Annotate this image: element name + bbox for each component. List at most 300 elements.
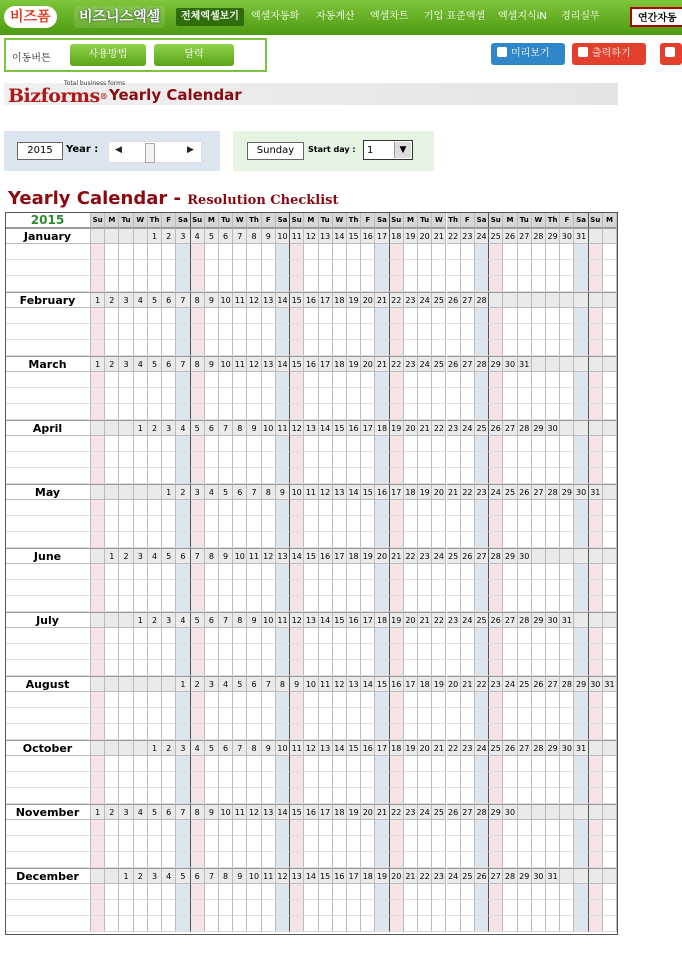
checklist-cell[interactable] <box>319 692 333 708</box>
checklist-cell[interactable] <box>176 852 190 868</box>
checklist-cell[interactable] <box>418 916 432 932</box>
checklist-cell[interactable] <box>390 852 404 868</box>
day-cell[interactable]: 9 <box>247 612 261 628</box>
checklist-cell[interactable] <box>489 500 503 516</box>
checklist-cell[interactable] <box>589 468 603 484</box>
checklist-cell[interactable] <box>489 900 503 916</box>
checklist-cell[interactable] <box>290 564 304 580</box>
checklist-cell[interactable] <box>432 724 446 740</box>
checklist-cell[interactable] <box>447 500 461 516</box>
checklist-cell[interactable] <box>447 628 461 644</box>
checklist-cell[interactable] <box>560 244 574 260</box>
checklist-cell[interactable] <box>503 644 517 660</box>
checklist-cell[interactable] <box>276 916 290 932</box>
checklist-cell[interactable] <box>105 756 119 772</box>
checklist-cell[interactable] <box>247 388 261 404</box>
checklist-cell[interactable] <box>418 260 432 276</box>
checklist-cell[interactable] <box>375 324 389 340</box>
checklist-cell[interactable] <box>319 724 333 740</box>
day-cell[interactable]: 3 <box>162 420 176 436</box>
checklist-cell[interactable] <box>461 308 475 324</box>
checklist-cell[interactable] <box>162 516 176 532</box>
checklist-cell[interactable] <box>475 580 489 596</box>
checklist-cell[interactable] <box>262 772 276 788</box>
day-cell[interactable]: 6 <box>162 292 176 308</box>
checklist-cell[interactable] <box>105 260 119 276</box>
day-cell[interactable]: 15 <box>319 868 333 884</box>
checklist-cell[interactable] <box>461 900 475 916</box>
checklist-cell[interactable] <box>276 308 290 324</box>
checklist-cell[interactable] <box>262 564 276 580</box>
checklist-cell[interactable] <box>361 564 375 580</box>
day-cell[interactable] <box>603 612 617 628</box>
day-cell[interactable]: 17 <box>347 868 361 884</box>
day-cell[interactable]: 25 <box>475 420 489 436</box>
checklist-cell[interactable] <box>589 372 603 388</box>
checklist-cell[interactable] <box>375 388 389 404</box>
checklist-cell[interactable] <box>205 580 219 596</box>
checklist-cell[interactable] <box>134 660 148 676</box>
day-cell[interactable]: 20 <box>361 292 375 308</box>
day-cell[interactable] <box>603 292 617 308</box>
day-cell[interactable]: 10 <box>219 356 233 372</box>
checklist-cell[interactable] <box>247 260 261 276</box>
day-cell[interactable]: 16 <box>304 804 318 820</box>
checklist-cell[interactable] <box>119 452 133 468</box>
checklist-cell[interactable] <box>546 820 560 836</box>
checklist-label-cell[interactable] <box>5 852 91 868</box>
checklist-cell[interactable] <box>191 724 205 740</box>
checklist-cell[interactable] <box>361 852 375 868</box>
day-cell[interactable]: 19 <box>390 420 404 436</box>
day-cell[interactable]: 26 <box>461 548 475 564</box>
checklist-cell[interactable] <box>518 340 532 356</box>
day-cell[interactable]: 30 <box>532 868 546 884</box>
checklist-cell[interactable] <box>603 260 617 276</box>
checklist-cell[interactable] <box>134 324 148 340</box>
day-cell[interactable]: 14 <box>319 612 333 628</box>
checklist-cell[interactable] <box>489 404 503 420</box>
checklist-cell[interactable] <box>375 788 389 804</box>
checklist-cell[interactable] <box>503 340 517 356</box>
day-cell[interactable]: 16 <box>333 868 347 884</box>
checklist-cell[interactable] <box>560 660 574 676</box>
checklist-cell[interactable] <box>304 900 318 916</box>
checklist-cell[interactable] <box>333 724 347 740</box>
day-cell[interactable]: 9 <box>219 548 233 564</box>
checklist-cell[interactable] <box>447 916 461 932</box>
checklist-cell[interactable] <box>560 452 574 468</box>
checklist-cell[interactable] <box>418 532 432 548</box>
checklist-cell[interactable] <box>560 708 574 724</box>
checklist-cell[interactable] <box>574 244 588 260</box>
checklist-cell[interactable] <box>91 308 105 324</box>
checklist-cell[interactable] <box>461 660 475 676</box>
checklist-cell[interactable] <box>589 516 603 532</box>
checklist-cell[interactable] <box>134 340 148 356</box>
nav-excel-automation[interactable]: 엑셀자동화 <box>251 11 300 22</box>
checklist-cell[interactable] <box>603 500 617 516</box>
checklist-cell[interactable] <box>304 644 318 660</box>
checklist-cell[interactable] <box>361 308 375 324</box>
checklist-cell[interactable] <box>574 820 588 836</box>
day-cell[interactable]: 4 <box>219 676 233 692</box>
checklist-cell[interactable] <box>447 836 461 852</box>
checklist-cell[interactable] <box>134 308 148 324</box>
checklist-cell[interactable] <box>119 260 133 276</box>
checklist-cell[interactable] <box>119 468 133 484</box>
checklist-cell[interactable] <box>503 756 517 772</box>
checklist-cell[interactable] <box>276 372 290 388</box>
checklist-cell[interactable] <box>233 660 247 676</box>
checklist-cell[interactable] <box>219 580 233 596</box>
checklist-cell[interactable] <box>91 340 105 356</box>
day-cell[interactable] <box>105 420 119 436</box>
checklist-cell[interactable] <box>262 788 276 804</box>
day-cell[interactable] <box>560 356 574 372</box>
checklist-cell[interactable] <box>489 260 503 276</box>
checklist-cell[interactable] <box>219 628 233 644</box>
checklist-cell[interactable] <box>347 532 361 548</box>
checklist-cell[interactable] <box>347 516 361 532</box>
checklist-cell[interactable] <box>205 260 219 276</box>
checklist-cell[interactable] <box>262 244 276 260</box>
checklist-cell[interactable] <box>546 452 560 468</box>
checklist-cell[interactable] <box>148 884 162 900</box>
day-cell[interactable]: 28 <box>532 228 546 244</box>
checklist-cell[interactable] <box>304 788 318 804</box>
checklist-cell[interactable] <box>532 404 546 420</box>
checklist-cell[interactable] <box>589 788 603 804</box>
checklist-cell[interactable] <box>233 404 247 420</box>
checklist-cell[interactable] <box>247 340 261 356</box>
checklist-cell[interactable] <box>333 324 347 340</box>
checklist-cell[interactable] <box>432 404 446 420</box>
checklist-cell[interactable] <box>91 788 105 804</box>
checklist-cell[interactable] <box>503 820 517 836</box>
checklist-cell[interactable] <box>290 644 304 660</box>
day-cell[interactable]: 22 <box>461 484 475 500</box>
nav-all-excel[interactable]: 전체엑셀보기 <box>176 8 244 26</box>
checklist-cell[interactable] <box>162 276 176 292</box>
day-cell[interactable]: 16 <box>390 676 404 692</box>
checklist-cell[interactable] <box>418 244 432 260</box>
checklist-cell[interactable] <box>404 884 418 900</box>
checklist-cell[interactable] <box>304 852 318 868</box>
checklist-cell[interactable] <box>262 532 276 548</box>
checklist-cell[interactable] <box>91 500 105 516</box>
checklist-cell[interactable] <box>475 628 489 644</box>
day-cell[interactable]: 5 <box>148 292 162 308</box>
checklist-cell[interactable] <box>518 436 532 452</box>
checklist-cell[interactable] <box>347 836 361 852</box>
day-cell[interactable]: 1 <box>119 868 133 884</box>
checklist-cell[interactable] <box>489 516 503 532</box>
checklist-cell[interactable] <box>119 660 133 676</box>
day-cell[interactable]: 26 <box>447 804 461 820</box>
checklist-cell[interactable] <box>503 836 517 852</box>
checklist-cell[interactable] <box>276 788 290 804</box>
chevron-down-icon[interactable]: ▼ <box>394 142 411 158</box>
checklist-cell[interactable] <box>447 276 461 292</box>
checklist-cell[interactable] <box>247 724 261 740</box>
checklist-cell[interactable] <box>119 772 133 788</box>
checklist-cell[interactable] <box>148 660 162 676</box>
checklist-cell[interactable] <box>304 660 318 676</box>
checklist-cell[interactable] <box>589 452 603 468</box>
checklist-cell[interactable] <box>176 260 190 276</box>
day-cell[interactable]: 19 <box>347 356 361 372</box>
checklist-cell[interactable] <box>105 276 119 292</box>
checklist-cell[interactable] <box>219 836 233 852</box>
checklist-cell[interactable] <box>503 564 517 580</box>
day-cell[interactable]: 29 <box>489 356 503 372</box>
checklist-cell[interactable] <box>262 500 276 516</box>
checklist-label-cell[interactable] <box>5 628 91 644</box>
checklist-cell[interactable] <box>304 756 318 772</box>
day-cell[interactable]: 16 <box>319 548 333 564</box>
checklist-cell[interactable] <box>418 724 432 740</box>
checklist-cell[interactable] <box>603 516 617 532</box>
day-cell[interactable]: 21 <box>418 420 432 436</box>
day-cell[interactable] <box>546 548 560 564</box>
checklist-cell[interactable] <box>176 836 190 852</box>
checklist-cell[interactable] <box>219 884 233 900</box>
day-cell[interactable]: 4 <box>148 548 162 564</box>
checklist-cell[interactable] <box>276 756 290 772</box>
checklist-cell[interactable] <box>276 532 290 548</box>
checklist-cell[interactable] <box>290 500 304 516</box>
checklist-cell[interactable] <box>162 788 176 804</box>
day-cell[interactable]: 23 <box>475 484 489 500</box>
checklist-cell[interactable] <box>176 596 190 612</box>
checklist-cell[interactable] <box>560 596 574 612</box>
checklist-cell[interactable] <box>418 324 432 340</box>
checklist-cell[interactable] <box>447 852 461 868</box>
checklist-cell[interactable] <box>262 452 276 468</box>
checklist-cell[interactable] <box>347 580 361 596</box>
checklist-cell[interactable] <box>176 820 190 836</box>
checklist-cell[interactable] <box>162 372 176 388</box>
checklist-cell[interactable] <box>205 564 219 580</box>
checklist-cell[interactable] <box>404 436 418 452</box>
day-cell[interactable]: 23 <box>461 740 475 756</box>
checklist-cell[interactable] <box>404 324 418 340</box>
checklist-cell[interactable] <box>91 724 105 740</box>
checklist-cell[interactable] <box>489 836 503 852</box>
checklist-cell[interactable] <box>361 628 375 644</box>
day-cell[interactable]: 22 <box>418 868 432 884</box>
checklist-cell[interactable] <box>375 452 389 468</box>
day-cell[interactable] <box>574 868 588 884</box>
day-cell[interactable] <box>589 420 603 436</box>
day-cell[interactable] <box>603 228 617 244</box>
checklist-cell[interactable] <box>390 516 404 532</box>
checklist-cell[interactable] <box>475 916 489 932</box>
checklist-cell[interactable] <box>404 692 418 708</box>
checklist-cell[interactable] <box>247 820 261 836</box>
checklist-cell[interactable] <box>603 852 617 868</box>
checklist-cell[interactable] <box>546 900 560 916</box>
checklist-cell[interactable] <box>105 644 119 660</box>
checklist-cell[interactable] <box>319 916 333 932</box>
day-cell[interactable]: 1 <box>148 740 162 756</box>
checklist-cell[interactable] <box>290 692 304 708</box>
checklist-cell[interactable] <box>461 772 475 788</box>
day-cell[interactable]: 27 <box>503 420 517 436</box>
checklist-cell[interactable] <box>432 916 446 932</box>
day-cell[interactable]: 23 <box>432 868 446 884</box>
checklist-cell[interactable] <box>262 660 276 676</box>
day-cell[interactable]: 7 <box>176 292 190 308</box>
checklist-cell[interactable] <box>105 596 119 612</box>
checklist-cell[interactable] <box>390 372 404 388</box>
checklist-cell[interactable] <box>162 564 176 580</box>
day-cell[interactable]: 6 <box>191 868 205 884</box>
checklist-cell[interactable] <box>503 660 517 676</box>
checklist-cell[interactable] <box>148 628 162 644</box>
checklist-cell[interactable] <box>276 628 290 644</box>
day-cell[interactable]: 23 <box>404 356 418 372</box>
checklist-cell[interactable] <box>546 436 560 452</box>
checklist-cell[interactable] <box>119 916 133 932</box>
day-cell[interactable]: 18 <box>418 676 432 692</box>
nav-standard-excel[interactable]: 기업 표준엑셀 <box>424 11 486 22</box>
checklist-cell[interactable] <box>447 692 461 708</box>
checklist-cell[interactable] <box>262 836 276 852</box>
checklist-cell[interactable] <box>290 852 304 868</box>
checklist-cell[interactable] <box>205 468 219 484</box>
checklist-cell[interactable] <box>105 660 119 676</box>
day-cell[interactable]: 29 <box>546 228 560 244</box>
day-cell[interactable]: 11 <box>276 612 290 628</box>
checklist-cell[interactable] <box>361 660 375 676</box>
checklist-cell[interactable] <box>574 596 588 612</box>
checklist-cell[interactable] <box>603 580 617 596</box>
checklist-cell[interactable] <box>390 452 404 468</box>
checklist-cell[interactable] <box>432 660 446 676</box>
day-cell[interactable]: 19 <box>375 868 389 884</box>
checklist-cell[interactable] <box>162 724 176 740</box>
checklist-cell[interactable] <box>546 708 560 724</box>
checklist-cell[interactable] <box>489 436 503 452</box>
checklist-cell[interactable] <box>390 404 404 420</box>
checklist-cell[interactable] <box>546 916 560 932</box>
checklist-label-cell[interactable] <box>5 900 91 916</box>
checklist-cell[interactable] <box>574 772 588 788</box>
checklist-cell[interactable] <box>574 756 588 772</box>
checklist-cell[interactable] <box>134 596 148 612</box>
checklist-cell[interactable] <box>176 468 190 484</box>
checklist-cell[interactable] <box>447 644 461 660</box>
checklist-cell[interactable] <box>475 596 489 612</box>
checklist-label-cell[interactable] <box>5 692 91 708</box>
checklist-cell[interactable] <box>475 772 489 788</box>
checklist-cell[interactable] <box>432 836 446 852</box>
checklist-cell[interactable] <box>475 644 489 660</box>
checklist-cell[interactable] <box>219 308 233 324</box>
checklist-cell[interactable] <box>475 884 489 900</box>
day-cell[interactable]: 11 <box>304 484 318 500</box>
day-cell[interactable]: 29 <box>574 676 588 692</box>
checklist-cell[interactable] <box>233 708 247 724</box>
day-cell[interactable]: 9 <box>262 740 276 756</box>
day-cell[interactable] <box>574 612 588 628</box>
checklist-cell[interactable] <box>319 372 333 388</box>
checklist-cell[interactable] <box>461 580 475 596</box>
day-cell[interactable]: 2 <box>162 740 176 756</box>
day-cell[interactable]: 18 <box>404 484 418 500</box>
checklist-cell[interactable] <box>447 772 461 788</box>
day-cell[interactable]: 3 <box>205 676 219 692</box>
checklist-cell[interactable] <box>390 756 404 772</box>
checklist-cell[interactable] <box>347 564 361 580</box>
day-cell[interactable] <box>105 612 119 628</box>
day-cell[interactable]: 18 <box>390 228 404 244</box>
checklist-cell[interactable] <box>191 772 205 788</box>
checklist-cell[interactable] <box>574 436 588 452</box>
checklist-cell[interactable] <box>148 276 162 292</box>
day-cell[interactable]: 19 <box>361 548 375 564</box>
checklist-cell[interactable] <box>503 788 517 804</box>
checklist-cell[interactable] <box>233 372 247 388</box>
checklist-cell[interactable] <box>489 564 503 580</box>
checklist-cell[interactable] <box>347 260 361 276</box>
checklist-label-cell[interactable] <box>5 708 91 724</box>
checklist-cell[interactable] <box>247 308 261 324</box>
checklist-cell[interactable] <box>418 884 432 900</box>
checklist-cell[interactable] <box>162 580 176 596</box>
checklist-cell[interactable] <box>162 468 176 484</box>
day-cell[interactable]: 23 <box>447 612 461 628</box>
checklist-cell[interactable] <box>304 836 318 852</box>
day-cell[interactable]: 1 <box>134 612 148 628</box>
checklist-cell[interactable] <box>247 788 261 804</box>
checklist-cell[interactable] <box>162 900 176 916</box>
checklist-cell[interactable] <box>233 884 247 900</box>
checklist-cell[interactable] <box>347 308 361 324</box>
checklist-cell[interactable] <box>162 532 176 548</box>
checklist-cell[interactable] <box>105 820 119 836</box>
checklist-cell[interactable] <box>319 772 333 788</box>
checklist-cell[interactable] <box>418 388 432 404</box>
checklist-cell[interactable] <box>574 468 588 484</box>
checklist-cell[interactable] <box>475 852 489 868</box>
checklist-cell[interactable] <box>219 788 233 804</box>
day-cell[interactable]: 31 <box>518 356 532 372</box>
day-cell[interactable] <box>603 356 617 372</box>
checklist-cell[interactable] <box>105 372 119 388</box>
day-cell[interactable]: 15 <box>333 612 347 628</box>
scroll-thumb[interactable] <box>145 143 155 163</box>
day-cell[interactable]: 20 <box>390 868 404 884</box>
day-cell[interactable] <box>105 740 119 756</box>
checklist-cell[interactable] <box>390 500 404 516</box>
checklist-cell[interactable] <box>333 580 347 596</box>
day-cell[interactable]: 24 <box>489 484 503 500</box>
checklist-cell[interactable] <box>191 532 205 548</box>
checklist-cell[interactable] <box>404 532 418 548</box>
checklist-cell[interactable] <box>333 564 347 580</box>
day-cell[interactable]: 15 <box>333 420 347 436</box>
checklist-cell[interactable] <box>404 916 418 932</box>
day-cell[interactable]: 7 <box>191 548 205 564</box>
day-cell[interactable]: 14 <box>333 740 347 756</box>
checklist-cell[interactable] <box>375 436 389 452</box>
day-cell[interactable]: 1 <box>105 548 119 564</box>
checklist-cell[interactable] <box>262 436 276 452</box>
checklist-cell[interactable] <box>148 820 162 836</box>
